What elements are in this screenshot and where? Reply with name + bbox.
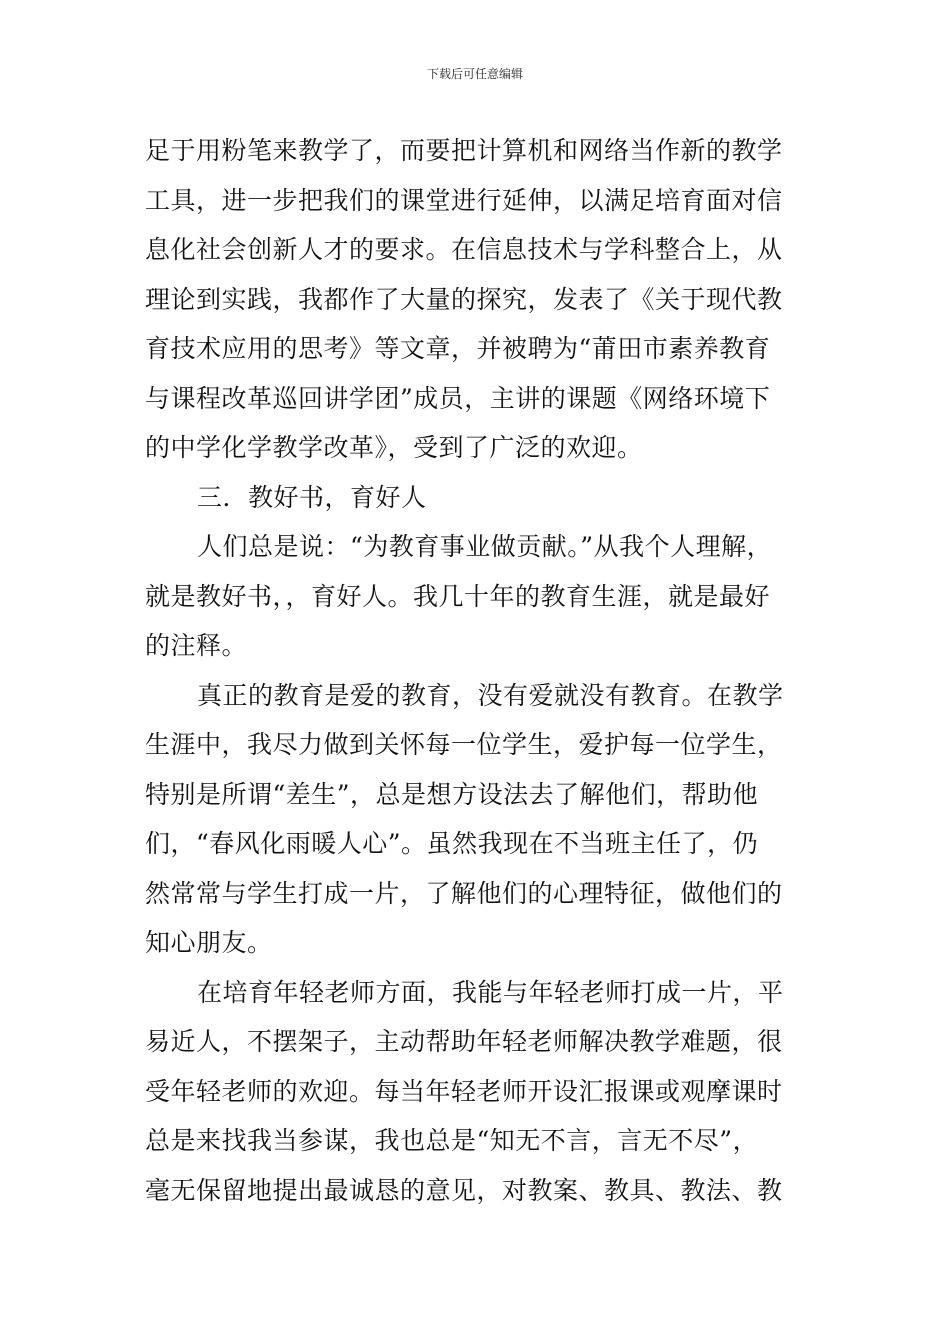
- text-line: 息化社会创新人才的要求。在信息技术与学科整合上，从: [145, 235, 783, 264]
- text-line: 生涯中，我尽力做到关怀每一位学生，爱护每一位学生，: [145, 730, 783, 759]
- page-header: 下载后可任意编辑: [426, 67, 523, 81]
- text-line: 知心朋友。: [145, 928, 273, 957]
- text-line: 然常常与学生打成一片，了解他们的心理特征，做他们的: [145, 878, 783, 908]
- paragraph-first-line: 三．教好书，育好人: [197, 482, 427, 512]
- text-line: 特别是所谓“差生”，总是想方设法去了解他们，帮助他: [145, 779, 759, 809]
- text-line: 受年轻老师的欢迎。每当年轻老师开设汇报课或观摩课时: [145, 1076, 783, 1106]
- text-line: 与课程改革巡回讲学团”成员，主讲的课题《网络环境下: [145, 383, 771, 413]
- text-line: 毫无保留地提出最诚恳的意见，对教案、教具、教法、教: [145, 1175, 783, 1205]
- text-line: 足于用粉笔来教学了，而要把计算机和网络当作新的教学: [145, 136, 783, 165]
- text-line: 们，“春风化雨暖人心”。虽然我现在不当班主任了，仍: [145, 829, 759, 858]
- text-line: 易近人，不摆架子，主动帮助年轻老师解决教学难题，很: [145, 1027, 783, 1056]
- text-line: 育技术应用的思考》等文章，并被聘为“莆田市素养教育: [145, 334, 771, 363]
- body-text: [145, 126, 813, 1215]
- paragraph-first-line: 真正的教育是爱的教育，没有爱就没有教育。在教学: [197, 680, 784, 710]
- text-line: 就是教好书，，育好人。我几十年的教育生涯，就是最好: [145, 581, 771, 611]
- text-line: 工具，进一步把我们的课堂进行延伸，以满足培育面对信: [145, 185, 783, 215]
- text-line: 总是来找我当参谋，我也总是“知无不言，言无不尽”，: [145, 1126, 759, 1155]
- text-line: 的注释。: [145, 631, 248, 660]
- text-line: 理论到实践，我都作了大量的探究，发表了《关于现代教: [145, 284, 783, 314]
- paragraph-first-line: 在培育年轻老师方面，我能与年轻老师打成一片，平: [197, 977, 784, 1007]
- paragraph-first-line: 人们总是说：“为教育事业做贡献。”从我个人理解，: [197, 532, 773, 561]
- text-line: 的中学化学教学改革》，受到了广泛的欢迎。: [145, 433, 643, 462]
